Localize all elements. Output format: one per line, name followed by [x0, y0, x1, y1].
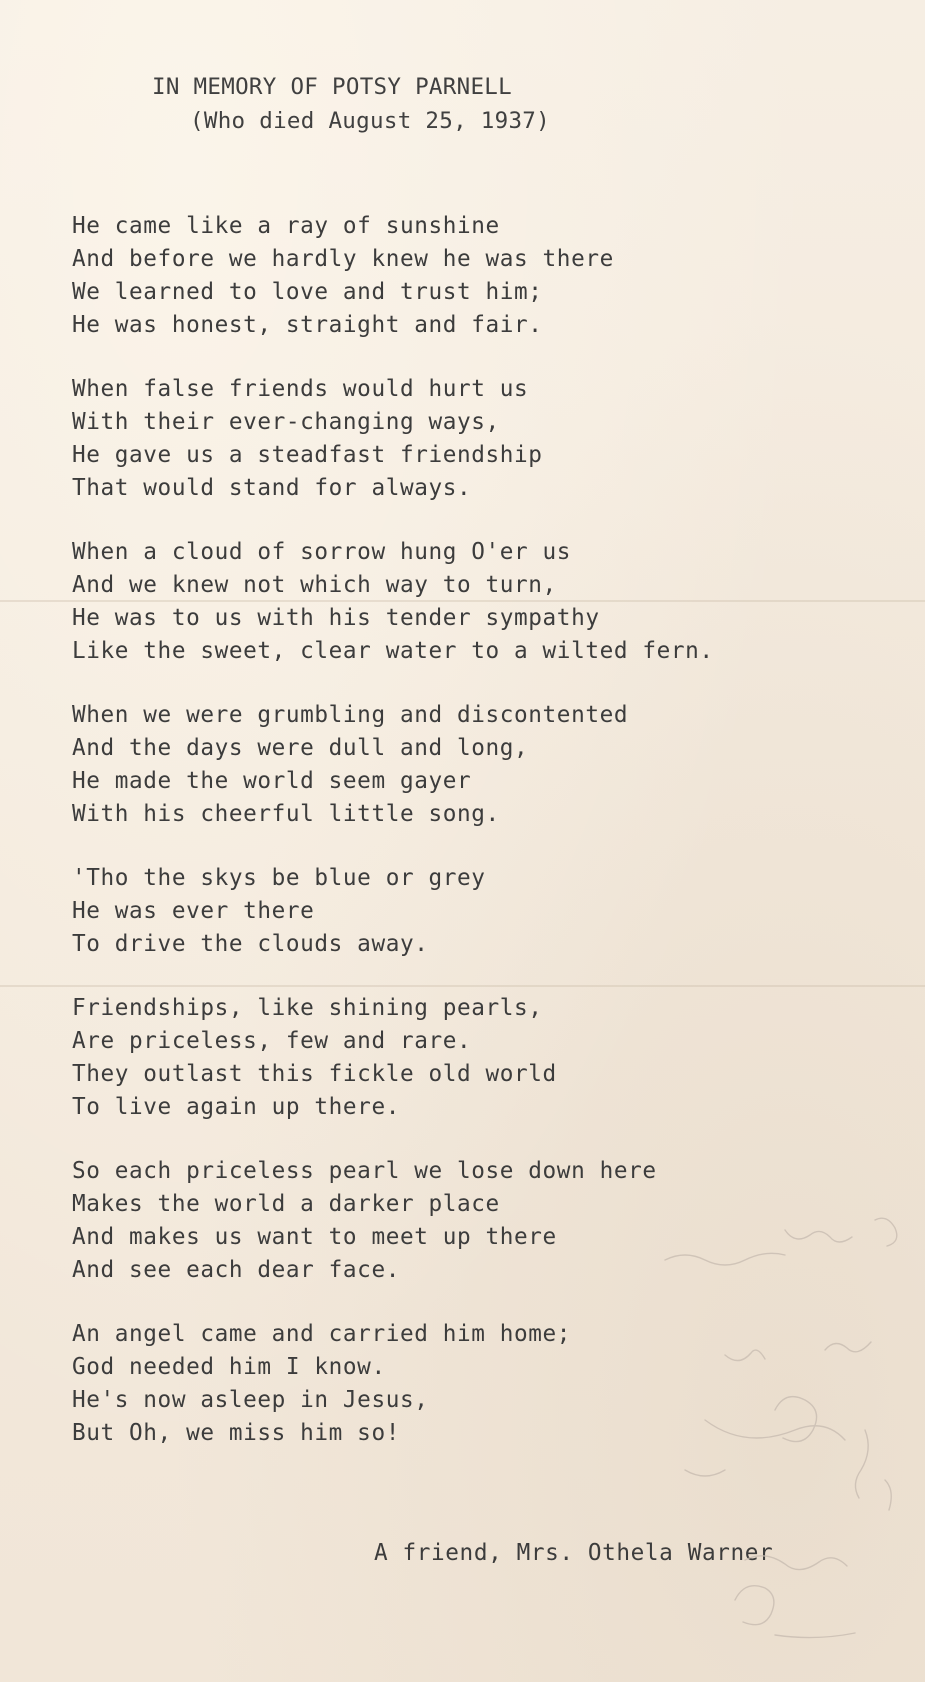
poem-line: And we knew not which way to turn,	[72, 572, 557, 598]
poem-line: Friendships, like shining pearls,	[72, 995, 543, 1021]
faint-pencil-scribble	[625, 1180, 925, 1680]
poem-line: They outlast this fickle old world	[72, 1061, 557, 1087]
poem-subtitle: (Who died August 25, 1937)	[190, 108, 550, 134]
stanza	[72, 210, 912, 342]
poem-line: An angel came and carried him home;	[72, 1321, 572, 1347]
stanza	[72, 992, 912, 1124]
poem-line: God needed him I know.	[72, 1354, 386, 1380]
poem-line: And before we hardly knew he was there	[72, 246, 614, 272]
stanza	[72, 536, 912, 668]
stanza	[72, 862, 912, 961]
poem-line: And see each dear face.	[72, 1257, 400, 1283]
poem-line: He was to us with his tender sympathy	[72, 605, 600, 631]
poem-line: He made the world seem gayer	[72, 768, 472, 794]
poem-line: We learned to love and trust him;	[72, 279, 543, 305]
signature-line: A friend, Mrs. Othela Warner	[374, 1540, 774, 1566]
poem-line: That would stand for always.	[72, 475, 472, 501]
poem-line: With his cheerful little song.	[72, 801, 500, 827]
poem-line: Makes the world a darker place	[72, 1191, 500, 1217]
poem-line: To live again up there.	[72, 1094, 400, 1120]
poem-line: He was honest, straight and fair.	[72, 312, 543, 338]
poem-line: Are priceless, few and rare.	[72, 1028, 472, 1054]
poem-line: 'Tho the skys be blue or grey	[72, 865, 486, 891]
stanza	[72, 699, 912, 831]
poem-title: IN MEMORY OF POTSY PARNELL	[152, 74, 512, 100]
poem-line: To drive the clouds away.	[72, 931, 429, 957]
poem-line: And the days were dull and long,	[72, 735, 529, 761]
poem-line: So each priceless pearl we lose down here	[72, 1158, 657, 1184]
poem-line: When we were grumbling and discontented	[72, 702, 629, 728]
poem-line: When a cloud of sorrow hung O'er us	[72, 539, 572, 565]
poem-line: He's now asleep in Jesus,	[72, 1387, 429, 1413]
poem-line: With their ever-changing ways,	[72, 409, 500, 435]
poem-line: He gave us a steadfast friendship	[72, 442, 543, 468]
poem-line: He came like a ray of sunshine	[72, 213, 500, 239]
stanza	[72, 373, 912, 505]
poem-line: But Oh, we miss him so!	[72, 1420, 400, 1446]
poem-line: Like the sweet, clear water to a wilted fern.	[72, 638, 714, 664]
poem-line: And makes us want to meet up there	[72, 1224, 557, 1250]
poem-line: He was ever there	[72, 898, 315, 924]
poem-line: When false friends would hurt us	[72, 376, 529, 402]
